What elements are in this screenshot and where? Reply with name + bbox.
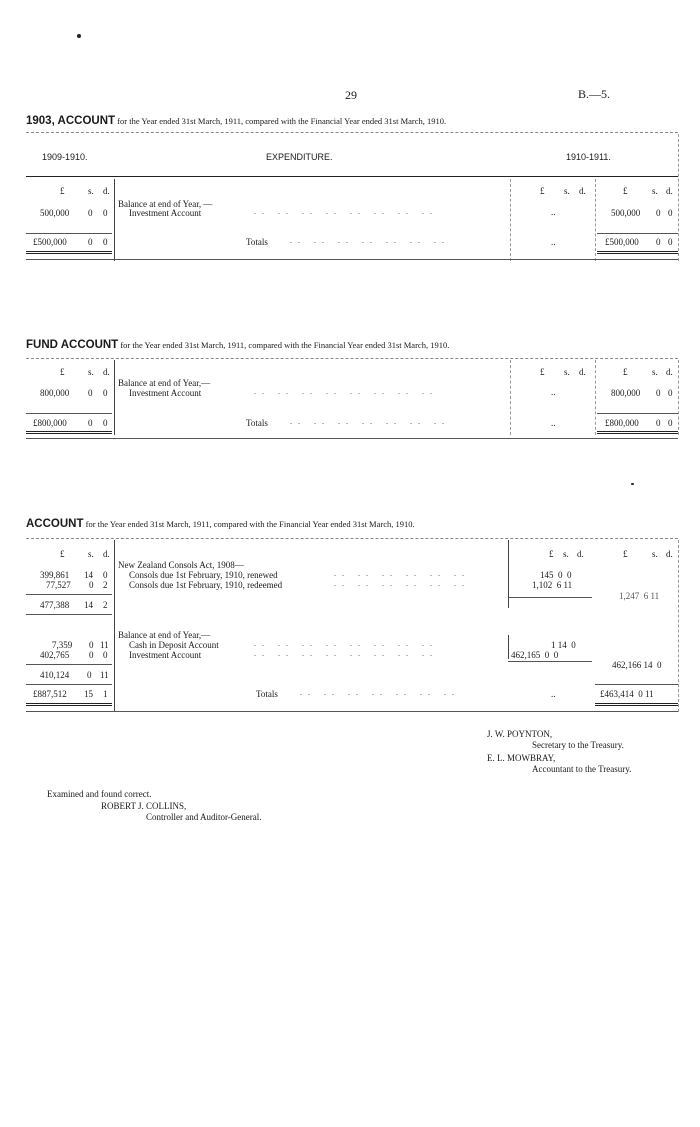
amount-pence: 0: [103, 208, 108, 218]
sub-amount: 1,102 6 11: [532, 580, 573, 590]
table-right-border: [678, 360, 679, 435]
unit-pound: £: [60, 186, 65, 196]
total-rule: [597, 413, 678, 414]
section-title: [26, 115, 446, 127]
unit-pence: d.: [103, 549, 110, 559]
section-title-bold: 1903, ACCOUNT: [26, 115, 116, 127]
amount-pounds: 800,000: [611, 388, 641, 398]
unit-pound: £: [549, 549, 554, 559]
double-rule: [26, 703, 112, 706]
section-title: [26, 518, 415, 530]
amount-pounds: 500,000: [40, 208, 70, 218]
sub-amount: ..: [551, 418, 556, 428]
auditor-title: Controller and Auditor-General.: [146, 812, 262, 822]
group-heading: Balance at end of Year,—: [118, 630, 211, 640]
amount-shillings: 0: [89, 640, 94, 650]
totals-pounds: £800,000: [33, 418, 67, 428]
total-rule: [595, 684, 678, 685]
unit-pence: d.: [666, 549, 673, 559]
amount-pounds: 77,527: [46, 580, 71, 590]
double-rule: [597, 251, 678, 254]
item-label: Investment Account: [129, 388, 202, 398]
section-title-rest: for the Year ended 31st March, 1911, compared with the Financial Year ended 31st March, 1910.: [117, 116, 447, 126]
table-bottom-rule: [26, 438, 678, 439]
column-divider: [508, 635, 509, 659]
group-heading: New Zealand Consols Act, 1908—: [118, 560, 244, 570]
totals-pence: 0: [668, 237, 673, 247]
table-bottom-rule: [26, 711, 678, 712]
totals-amount: £463,414 0 11: [600, 689, 654, 699]
dot-leader: .. .. .. .. .. .. .. ..: [254, 639, 438, 648]
signatory-title: Accountant to the Treasury.: [532, 764, 632, 774]
page-number: 29: [345, 88, 357, 102]
table-top-rule: [26, 538, 678, 539]
header-rule: [26, 176, 678, 177]
sub-amount: ..: [551, 237, 556, 247]
unit-pence: d.: [577, 549, 584, 559]
amount-shillings: 0: [88, 208, 93, 218]
unit-pound: £: [623, 367, 628, 377]
column-divider: [510, 179, 511, 261]
subtotal-pence: 2: [103, 600, 108, 610]
totals-pence: 0: [103, 418, 108, 428]
ink-speck: [631, 483, 634, 485]
item-label: Investment Account: [129, 208, 202, 218]
amount-pounds: 800,000: [40, 388, 70, 398]
dot-leader: .. .. .. .. .. .. .. ..: [254, 649, 438, 658]
subtotal-rule: [26, 664, 112, 665]
row-label: Consols due 1st February, 1910, renewed: [129, 570, 278, 580]
dot-leader: .. .. .. .. .. .. .. ..: [254, 387, 438, 396]
dot-leader: .. .. .. .. .. .. ..: [290, 236, 450, 245]
column-divider: [595, 360, 596, 435]
subtotal-rule: [508, 661, 592, 662]
column-header-expenditure: EXPENDITURE.: [266, 152, 333, 162]
row-label: Consols due 1st February, 1910, redeemed: [129, 580, 283, 590]
dot-leader: .. .. .. .. .. .. .. ..: [254, 207, 438, 216]
sub-amount: ..: [551, 387, 556, 397]
table-top-rule: [26, 358, 678, 359]
group-total: 1,247 6 11: [619, 591, 660, 601]
unit-shillings: s.: [564, 367, 570, 377]
unit-pence: d.: [103, 186, 110, 196]
double-rule: [597, 431, 678, 434]
section-title-bold: FUND ACCOUNT: [26, 339, 119, 351]
sub-amount: ..: [551, 689, 556, 699]
totals-pounds: £500,000: [605, 237, 639, 247]
table-right-border: [678, 134, 679, 261]
amount-pence: 0: [103, 388, 108, 398]
amount-pence: 0: [103, 570, 108, 580]
row-label: Cash in Deposit Account: [129, 640, 219, 650]
examined-statement: Examined and found correct.: [47, 789, 152, 799]
signatory-title: Secretary to the Treasury.: [532, 740, 624, 750]
column-divider: [595, 179, 596, 261]
unit-pound: £: [540, 186, 545, 196]
amount-shillings: 0: [89, 650, 94, 660]
amount-shillings: 0: [89, 580, 94, 590]
section-title-bold: ACCOUNT: [26, 518, 84, 530]
totals-shillings: 15: [84, 689, 93, 699]
double-rule: [26, 251, 112, 254]
unit-pence: d.: [579, 186, 586, 196]
amount-shillings: 0: [656, 388, 661, 398]
dot-leader: .. .. .. .. .. ..: [334, 569, 470, 578]
unit-shillings: s.: [88, 367, 94, 377]
item-heading: Balance at end of Year, —: [118, 199, 213, 209]
totals-pence: 0: [103, 237, 108, 247]
subtotal-shillings: 14: [84, 600, 93, 610]
section-title: [26, 339, 449, 351]
unit-shillings: s.: [564, 186, 570, 196]
signatory-name: J. W. POYNTON,: [487, 729, 553, 739]
amount-shillings: 0: [656, 208, 661, 218]
unit-pound: £: [623, 186, 628, 196]
unit-pence: d.: [103, 367, 110, 377]
total-rule: [26, 684, 112, 685]
totals-shillings: 0: [88, 237, 93, 247]
amount-pounds: 7,359: [52, 640, 73, 650]
unit-pence: d.: [666, 367, 673, 377]
totals-shillings: 0: [656, 237, 661, 247]
column-divider: [114, 540, 115, 712]
amount-pence: 0: [668, 208, 673, 218]
totals-shillings: 0: [656, 418, 661, 428]
section-title-rest: for the Year ended 31st March, 1911, compared with the Financial Year ended 31st March, 1910.: [85, 519, 415, 529]
unit-shillings: s.: [88, 186, 94, 196]
total-rule: [26, 413, 112, 414]
signatory-name: E. L. MOWBRAY,: [487, 753, 556, 763]
dot-leader: .. .. .. .. .. ..: [334, 579, 470, 588]
dot-leader: .. .. .. .. .. .. ..: [290, 417, 450, 426]
dot-leader: .. .. .. .. .. .. ..: [300, 688, 460, 697]
unit-shillings: s.: [652, 367, 658, 377]
row-label: Investment Account: [129, 650, 202, 660]
column-divider: [114, 360, 115, 435]
unit-shillings: s.: [652, 549, 658, 559]
totals-pence: 1: [103, 689, 108, 699]
amount-pounds: 399,861: [40, 570, 70, 580]
unit-shillings: s.: [652, 186, 658, 196]
totals-pounds: £887,512: [33, 689, 67, 699]
sub-amount: 1 14 0: [551, 640, 576, 650]
totals-label: Totals: [246, 237, 268, 247]
double-rule: [595, 703, 678, 706]
subtotal-rule: [26, 614, 112, 615]
column-header-current-year: 1910-1911.: [566, 152, 611, 162]
auditor-name: ROBERT J. COLLINS,: [101, 801, 187, 811]
sub-amount: 462,165 0 0: [511, 650, 559, 660]
total-rule: [26, 233, 112, 234]
document-reference: B.—5.: [578, 87, 611, 101]
column-header-previous-year: 1909-1910.: [42, 152, 88, 162]
amount-shillings: 0: [88, 388, 93, 398]
subtotal-rule: [508, 597, 592, 598]
unit-pence: d.: [666, 186, 673, 196]
totals-shillings: 0: [88, 418, 93, 428]
subtotal-pounds: 477,388: [40, 600, 70, 610]
unit-pound: £: [60, 367, 65, 377]
total-rule: [597, 233, 678, 234]
unit-pound: £: [623, 549, 628, 559]
totals-label: Totals: [246, 418, 268, 428]
section-title-rest: for the Year ended 31st March, 1911, compared with the Financial Year ended 31st March, 1910.: [120, 340, 450, 350]
amount-pence: 0: [668, 388, 673, 398]
totals-pounds: £500,000: [33, 237, 67, 247]
double-rule: [26, 431, 112, 434]
table-right-border: [678, 540, 679, 712]
table-top-rule: [26, 132, 678, 133]
amount-pence: 0: [103, 650, 108, 660]
table-bottom-rule: [26, 259, 678, 260]
subtotal-pence: 11: [100, 670, 109, 680]
sub-amount: 145 0 0: [540, 570, 572, 580]
totals-pence: 0: [668, 418, 673, 428]
unit-pound: £: [60, 549, 65, 559]
sub-amount: ..: [551, 207, 556, 217]
column-divider: [114, 179, 115, 261]
subtotal-shillings: 0: [87, 670, 92, 680]
group-total: 462,166 14 0: [612, 660, 662, 670]
amount-shillings: 14: [84, 570, 93, 580]
amount-pounds: 402,765: [40, 650, 70, 660]
unit-pound: £: [540, 367, 545, 377]
subtotal-pounds: 410,124: [40, 670, 70, 680]
ink-speck: [77, 34, 81, 38]
amount-pence: 11: [100, 640, 109, 650]
unit-pence: d.: [579, 367, 586, 377]
column-divider: [510, 360, 511, 435]
unit-shillings: s.: [563, 549, 569, 559]
unit-shillings: s.: [88, 549, 94, 559]
item-heading: Balance at end of Year,—: [118, 378, 211, 388]
totals-pounds: £800,000: [605, 418, 639, 428]
subtotal-rule: [26, 594, 112, 595]
amount-pounds: 500,000: [611, 208, 641, 218]
totals-label: Totals: [256, 689, 278, 699]
amount-pence: 2: [103, 580, 108, 590]
